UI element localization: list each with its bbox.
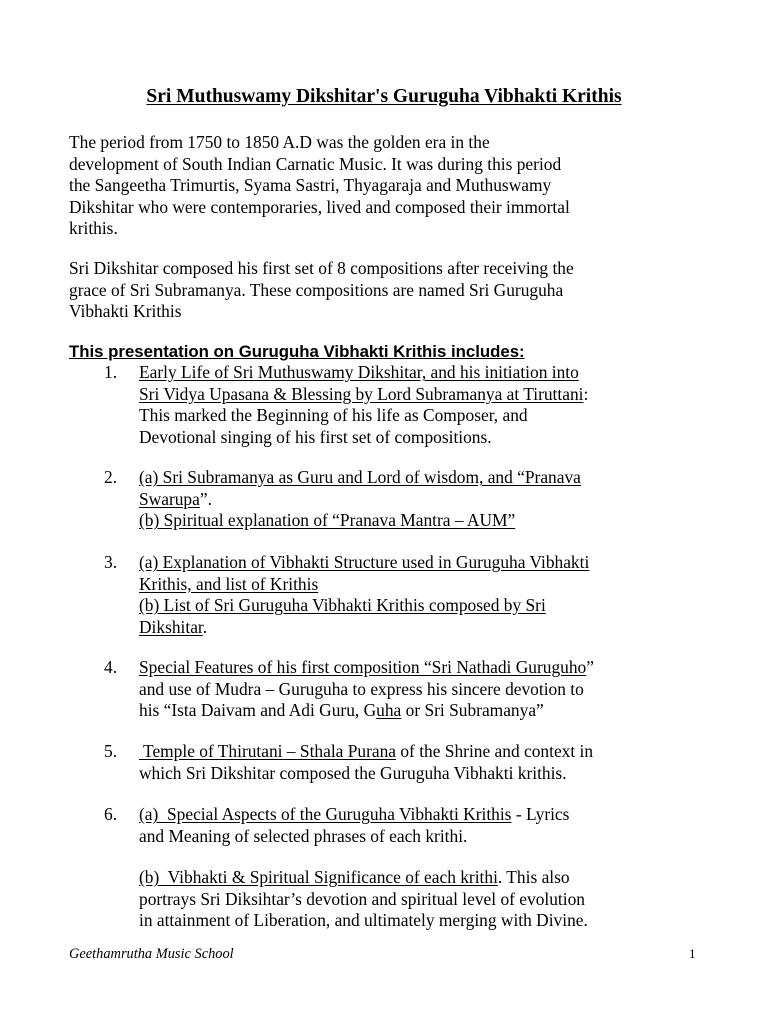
item-number: 1. (104, 362, 118, 382)
item-4-line-3-post: or Sri Subramanya” (401, 700, 544, 721)
item-3-line-2: Krithis, and list of Krithis (139, 573, 319, 594)
item-4-line-3-pre: his “Ista Daivam and Adi Guru, G (139, 700, 377, 721)
page-number: 1 (689, 946, 696, 961)
item-5-line-2: which Sri Dikshitar composed the Guruguha Vibhakti krithis. (139, 762, 567, 783)
intro-line: development of South Indian Carnatic Music. It was during this period (69, 153, 562, 174)
para2-line: Sri Dikshitar composed his first set of 8 compositions after receiving the (69, 258, 574, 278)
item-2-line-3: (b) Spiritual explanation of “Pranava Mantra – AUM” (139, 510, 516, 531)
item-3-line-4: Dikshitar (139, 616, 203, 637)
intro-paragraph (69, 132, 709, 240)
item-4-line-2: and use of Mudra – Guruguha to express his sincere devotion to (139, 678, 584, 699)
item-3-line-3: (b) List of Sri Guruguha Vibhakti Krithis composed by Sri (139, 595, 546, 616)
para2-line: grace of Sri Subramanya. These compositions are named Sri Guruguha (69, 279, 564, 300)
para2-line: Vibhakti Krithis (69, 301, 182, 322)
item-4-line-3-underlined: uha (376, 700, 402, 721)
item-6b-line-1: (b) Vibhakti & Spiritual Significance of each krithi (139, 867, 498, 887)
intro-line: Dikshitar who were contemporaries, lived and composed their immortal (69, 196, 570, 217)
item-1-line-2-tail: : (583, 383, 589, 404)
item-number: 2. (104, 467, 118, 487)
footer-school-name: Geethamrutha Music School (69, 946, 234, 962)
item-number: 6. (104, 804, 118, 824)
item-number: 3. (104, 552, 118, 572)
item-2-line-2-tail: ”. (199, 488, 212, 509)
item-2-line-1: (a) Sri Subramanya as Guru and Lord of wisdom, and “Pranava (139, 467, 581, 487)
item-1-line-2: Sri Vidya Upasana & Blessing by Lord Subramanya at Tiruttani (139, 383, 584, 404)
second-paragraph (69, 258, 709, 323)
item-6b-line-2: portrays Sri Diksihtar’s devotion and spiritual level of evolution (139, 888, 585, 909)
item-6b-line-1-tail: . This also (497, 867, 570, 887)
item-1-line-4: Devotional singing of his first set of compositions. (139, 426, 492, 447)
item-number: 5. (104, 741, 118, 761)
intro-line: The period from 1750 to 1850 A.D was the golden era in the (69, 132, 490, 152)
list-item-6b (139, 867, 739, 932)
intro-line: krithis. (69, 218, 118, 239)
item-6a-line-2: and Meaning of selected phrases of each krithi. (139, 825, 468, 846)
item-3-line-1: (a) Explanation of Vibhakti Structure used in Guruguha Vibhakti (139, 552, 590, 572)
item-number: 4. (104, 657, 118, 677)
item-6a-line-1-tail: - Lyrics (511, 804, 570, 824)
page-title: Sri Muthuswamy Dikshitar's Guruguha Vibhakti Krithis (146, 86, 622, 107)
item-4-line-1: Special Features of his first composition “Sri Nathadi Guruguho (139, 657, 587, 677)
intro-line: the Sangeetha Trimurtis, Syama Sastri, Thyagaraja and Muthuswamy (69, 175, 552, 196)
item-2-line-2: Swarupa (139, 488, 200, 509)
item-6a-line-1: (a) Special Aspects of the Guruguha Vibhakti Krithis (139, 804, 512, 824)
item-4-line-1-tail: ” (586, 657, 594, 677)
item-1-line-1: Early Life of Sri Muthuswamy Dikshitar, and his initiation into (139, 362, 579, 382)
item-5-line-1-tail: of the Shrine and context in (396, 741, 594, 761)
item-1-line-3: This marked the Beginning of his life as Composer, and (139, 405, 528, 426)
item-3-line-4-tail: . (202, 616, 208, 637)
section-heading: This presentation on Guruguha Vibhakti Krithis includes: (69, 342, 525, 361)
item-6b-line-3: in attainment of Liberation, and ultimately merging with Divine. (139, 910, 588, 931)
item-5-line-1: Temple of Thirutani – Sthala Purana (139, 741, 397, 761)
